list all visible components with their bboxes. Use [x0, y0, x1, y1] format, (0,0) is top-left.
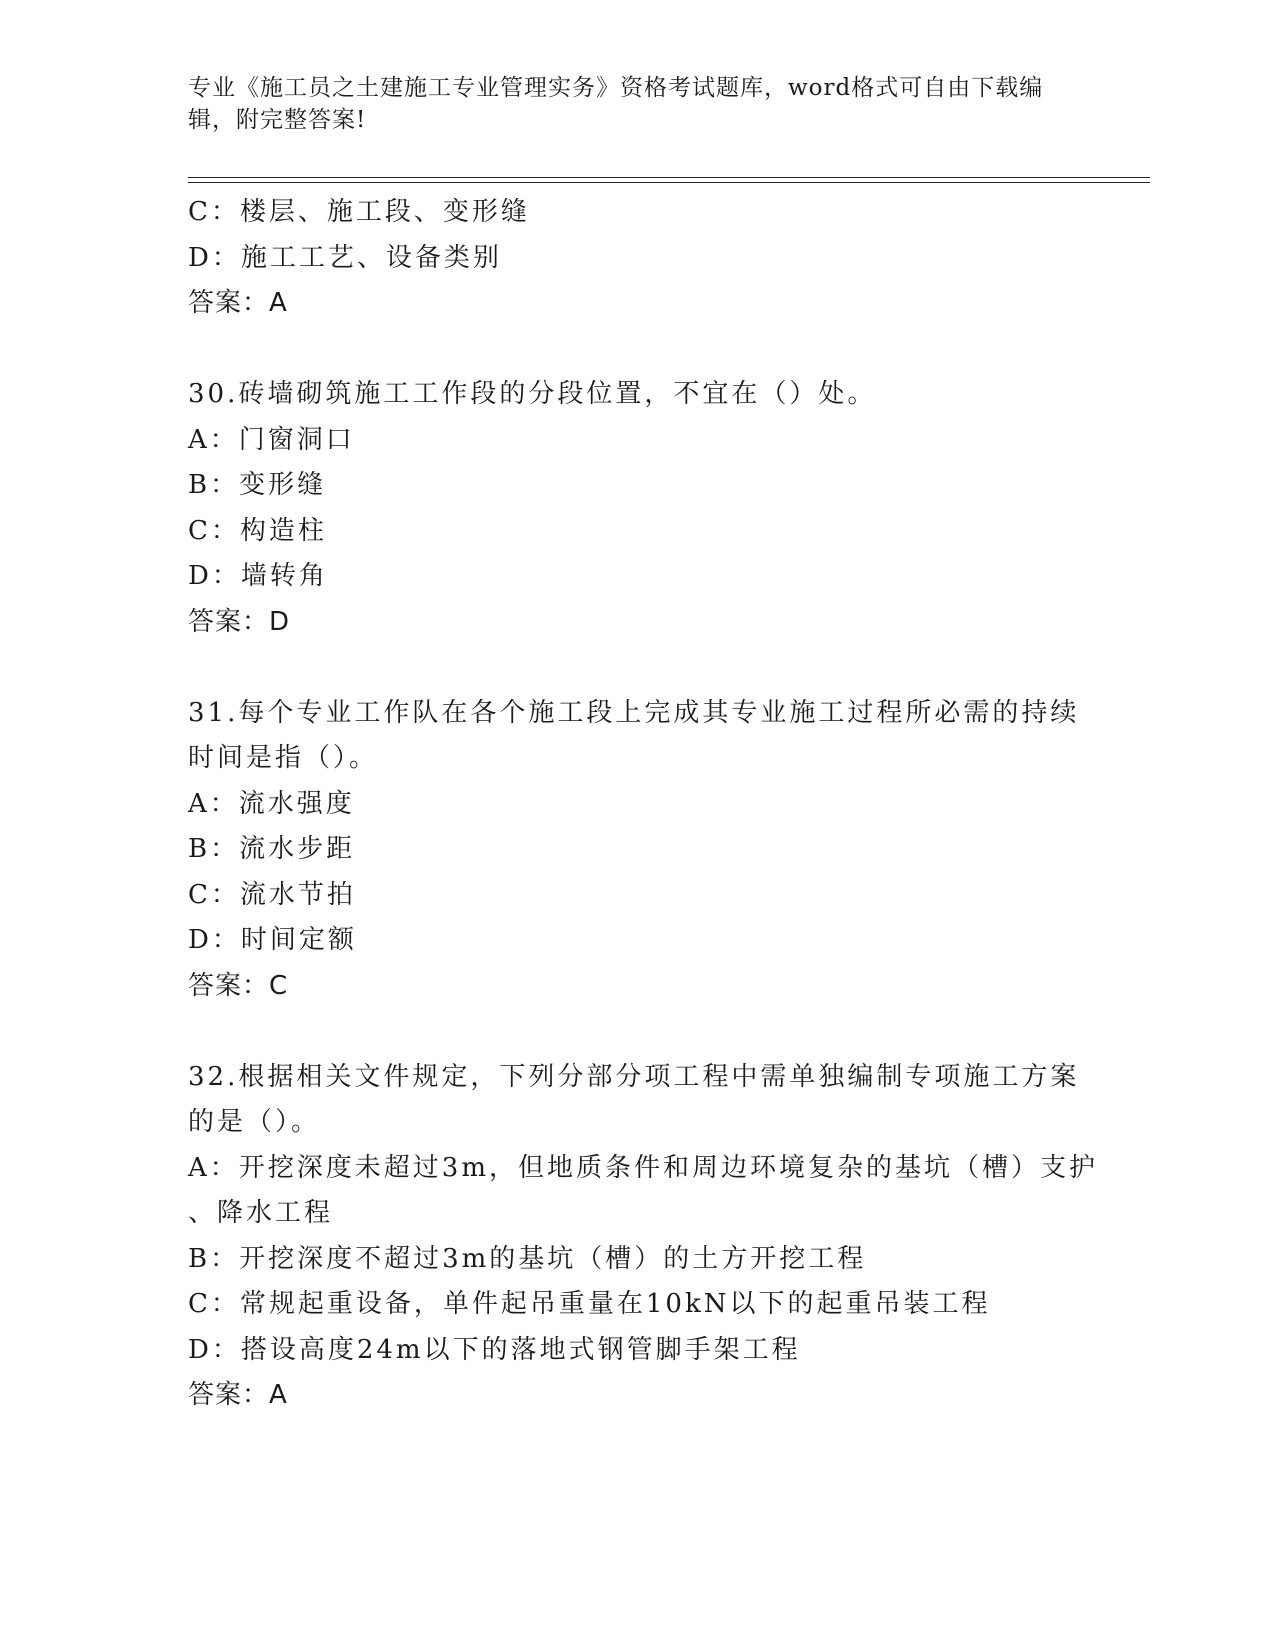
document-header	[188, 72, 1088, 136]
header-divider-bottom	[188, 182, 1150, 183]
option-a: A：开挖深度未超过3m，但地质条件和周边环境复杂的基坑（槽）支护	[188, 1152, 1098, 1183]
question-32	[188, 1055, 1098, 1419]
option-a: A：门窗洞口	[188, 424, 355, 455]
option-b: B：开挖深度不超过3m的基坑（槽）的土方开挖工程	[188, 1243, 867, 1274]
header-divider-top	[188, 177, 1150, 178]
option-c: C：流水节拍	[188, 879, 356, 910]
answer-line: 答案：A	[188, 288, 288, 318]
option-d: D：搭设高度24m以下的落地式钢管脚手架工程	[188, 1334, 801, 1365]
header-line-1: 专业《施工员之土建施工专业管理实务》资格考试题库，word格式可自由下载编	[188, 75, 1044, 101]
option-b: B：流水步距	[188, 834, 356, 864]
option-c: C：构造柱	[188, 515, 327, 546]
question-30	[188, 372, 1088, 645]
option-c: C：常规起重设备，单件起吊重量在10kN以下的起重吊装工程	[188, 1289, 991, 1319]
option-a: A：流水强度	[188, 788, 355, 819]
option-a-continued: 、降水工程	[188, 1198, 334, 1228]
option-d: D：墙转角	[188, 561, 328, 591]
answer-line: 答案：C	[188, 970, 289, 1001]
answer-line: 答案：A	[188, 1380, 288, 1410]
option-b: B：变形缝	[188, 470, 327, 500]
question-31	[188, 691, 1088, 1010]
answer-line: 答案：D	[188, 606, 291, 637]
header-line-2: 辑，附完整答案!	[188, 107, 367, 133]
option-d: D：时间定额	[188, 925, 357, 955]
question-stem: 32.根据相关文件规定，下列分部分项工程中需单独编制专项施工方案	[188, 1061, 1080, 1092]
option-d: D：施工工艺、设备类别	[188, 242, 502, 273]
option-c: C：楼层、施工段、变形缝	[188, 197, 530, 227]
question-stem-continued: 时间是指（）。	[188, 743, 379, 773]
question-stem: 31.每个专业工作队在各个施工段上完成其专业施工过程所必需的持续	[188, 697, 1080, 728]
previous-question-tail	[188, 190, 1088, 327]
question-stem-continued: 的是（）。	[188, 1107, 321, 1137]
question-stem: 30.砖墙砌筑施工工作段的分段位置，不宜在（）处。	[188, 379, 877, 409]
question-content	[188, 190, 1098, 1419]
